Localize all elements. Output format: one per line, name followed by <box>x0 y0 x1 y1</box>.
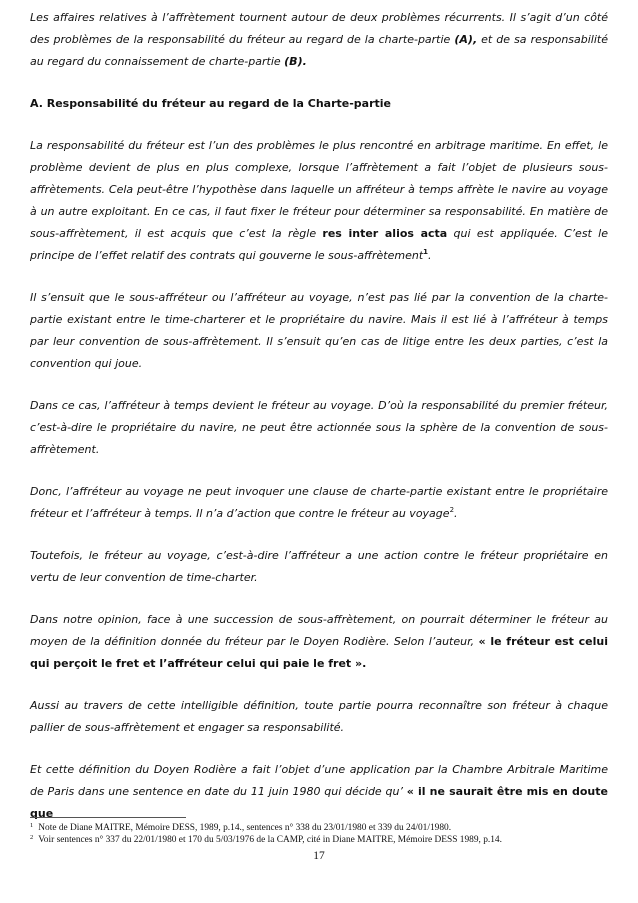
paragraph-text: Dans notre opinion, face à une succession de sous-affrètement, on pourrait déterminer le fréteur au moyen de la définition donnée du fréteur par le Doyen Rodière. Selon l’auteur, <box>30 613 608 648</box>
ref-a: (A), <box>454 33 478 46</box>
paragraph-text: Et cette définition du Doyen Rodière a fait l’objet d’une application par la Chambre Arbitrale Maritime de Paris dans une sentence en date du 11 juin 1980 qui décide qu’ <box>30 763 608 798</box>
paragraph-text: Donc, l’affréteur au voyage ne peut invoquer une clause de charte-partie existant entre le propriétaire fréteur et l’affréteur à temps. Il n’a d’action que contre le fréteur au voyage <box>30 485 608 520</box>
paragraph-toutefois: Toutefois, le fréteur au voyage, c’est-à-dire l’affréteur a une action contre le fréteur propriétaire en vertu de leur convention de time-charter. <box>30 549 608 584</box>
paragraph-sous-affreteur: Il s’ensuit que le sous-affréteur ou l’affréteur au voyage, n’est pas lié par la convention de la charte-partie existant entre le time-charterer et le propriétaire du navire. Mais il est lié à l’affréteur à temps par leur convention de sous-affrètement. Il s’ensuit qu’en cas de litige entre les deux parties, c’est la convention qui joue. <box>30 291 608 370</box>
paragraph-end: . <box>428 249 432 262</box>
body-text <box>30 7 608 845</box>
footnote-2 <box>30 834 610 846</box>
footnote-ref-2[interactable]: 2 <box>449 506 455 514</box>
paragraph-text-after: qui est appliquée. C’est le principe de l’effet relatif des contrats qui gouverne le sous-affrètement <box>30 227 609 262</box>
page-number: 17 <box>313 850 325 862</box>
intro-text-mid: et de sa responsabilité au regard du connaissement de charte-partie <box>30 33 608 68</box>
paragraph-aussi: Aussi au travers de cette intelligible définition, toute partie pourra reconnaître son fréteur à chaque pallier de sous-affrètement et engager sa responsabilité. <box>30 699 608 734</box>
footnotes <box>30 822 610 846</box>
paragraph-end: . <box>454 507 458 520</box>
paragraph-opinion <box>30 609 608 675</box>
sentence-quote: « il ne saurait être mis en doute que <box>30 785 608 820</box>
footnote-text: Note de Diane MAITRE, Mémoire DESS, 1989, p.14., sentences n° 338 du 23/01/1980 et 339 du 24/01/1980. <box>38 823 452 833</box>
paragraph-intro <box>30 7 608 73</box>
latin-maxim: res inter alios acta <box>322 227 448 240</box>
footnote-number: 1 <box>30 822 34 829</box>
footnote-divider <box>30 817 186 818</box>
intro-text: Les affaires relatives à l’affrètement tournent autour de deux problèmes récurrents. Il s’agit d’un côté des problèmes de la responsabilité du fréteur au regard de la charte-partie <box>30 11 608 46</box>
paragraph-text: La responsabilité du fréteur est l’un des problèmes le plus rencontré en arbitrage maritime. En effet, le problème devient de plus en plus complexe, lorsque l’affrètement a fait l’objet de plusieurs sous-affrètements. Cela peut-être l’hypothèse dans laquelle un affréteur à temps affrète le navire au voyage à un autre exploitant. En ce cas, il faut fixer le fréteur pour déterminer sa responsabilité. En matière de sous-affrètement, il est acquis que c’est la règle <box>30 139 608 240</box>
footnote-text: Voir sentences n° 337 du 22/01/1980 et 170 du 5/03/1976 de la CAMP, cité in Diane MAITRE, Mémoire DESS 1989, p.14. <box>38 835 502 845</box>
footnote-number: 2 <box>30 834 34 841</box>
section-heading-a: A. Responsabilité du fréteur au regard de la Charte-partie <box>30 97 392 110</box>
rodiere-quote: « le fréteur est celui qui perçoit le fret et l’affréteur celui qui paie le fret ». <box>30 635 609 670</box>
paragraph-donc <box>30 481 608 525</box>
paragraph-dans-ce-cas: Dans ce cas, l’affréteur à temps devient le fréteur au voyage. D’où la responsabilité du premier fréteur, c’est-à-dire le propriétaire du navire, ne peut être actionnée sous la sphère de la convention de sous-affrètement. <box>30 399 608 456</box>
paragraph-responsabilite <box>30 135 608 267</box>
ref-b: (B). <box>284 55 307 68</box>
footnote-1 <box>30 822 610 834</box>
paragraph-definition <box>30 759 608 825</box>
footnote-ref-1[interactable]: 1 <box>423 248 429 256</box>
